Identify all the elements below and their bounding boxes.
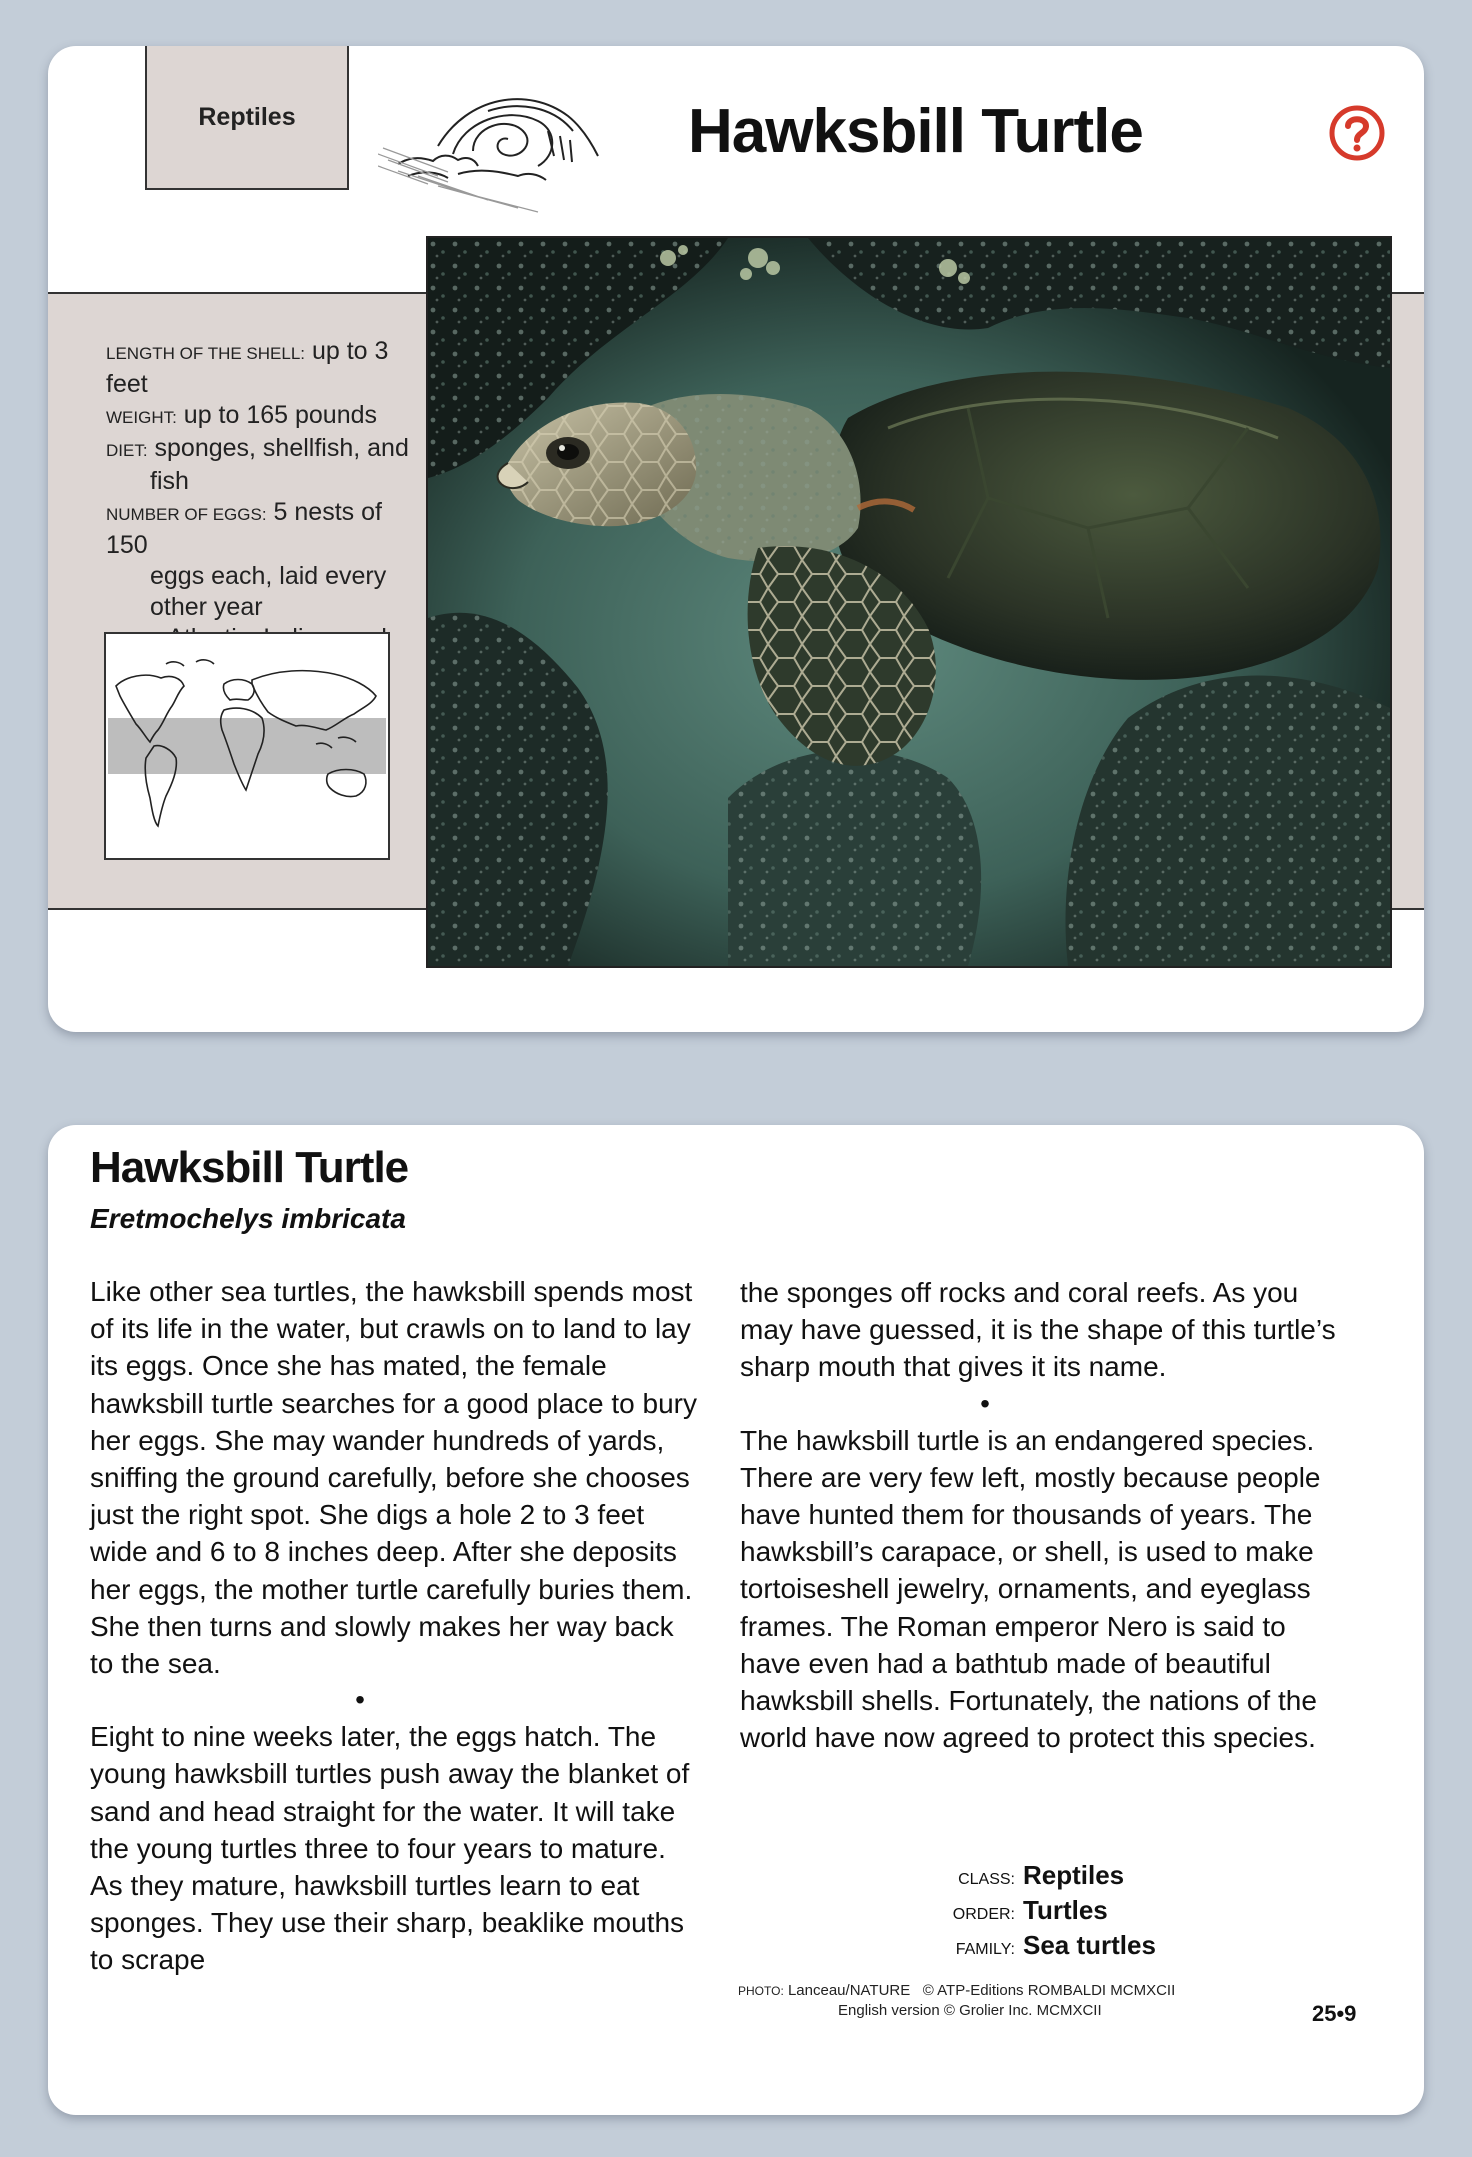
wave-logo-icon	[378, 76, 648, 226]
fact-diet-cont: fish	[150, 467, 189, 495]
fact-diet: DIET: sponges, shellfish, and	[106, 434, 409, 462]
paragraph: The hawksbill turtle is an endangered species. There are very few left, mostly because people have hunted them for thousands of years. The hawksbill’s carapace, or shell, is used to make tortoiseshell jewelry, ornaments, and eyeglass frames. The Roman emperor Nero is said to have even had a bathtub made of beautiful hawksbill shells. Fortunately, the nations of the world have now agreed to protect this species.	[740, 1424, 1321, 1754]
fact-shell-length: LENGTH OF THE SHELL: up to 3 feet	[106, 337, 389, 398]
card-number: 25•9	[1312, 2001, 1357, 2026]
fact-eggs-cont-2: other year	[150, 593, 263, 621]
hawksbill-turtle-photo	[426, 236, 1392, 968]
classification	[943, 1860, 1156, 1965]
text-column-right	[740, 1274, 1350, 1756]
paragraph: the sponges off rocks and coral reefs. As you may have guessed, it is the shape of this turtle’s sharp mouth that gives it its name.	[740, 1277, 1336, 1383]
question-icon[interactable]	[1328, 104, 1386, 162]
category-box	[145, 46, 349, 190]
credit-line-2: English version © Grolier Inc. MCMXCII	[838, 2002, 1102, 2019]
family-row: FAMILY: Sea turtles	[955, 1930, 1156, 1960]
fact-eggs: NUMBER OF EGGS: 5 nests of 150	[106, 498, 382, 559]
card-back	[48, 1125, 1424, 2115]
paragraph-separator: •	[355, 1684, 365, 1716]
scientific-name: Eretmochelys imbricata	[90, 1203, 406, 1234]
credit-line-1: Lanceau/NATURE © ATP-Editions ROMBALDI MCMXCII	[787, 1982, 1176, 1999]
fact-weight: WEIGHT: up to 165 pounds	[106, 401, 378, 429]
paragraph: Like other sea turtles, the hawksbill spends most of its life in the water, but crawls on to land to lay its eggs. Once she has mated, the female hawksbill turtle searches for a good place to bury her eggs. She may wander hundreds of yards, sniffing the ground carefully, before she chooses just the right spot. She digs a hole 2 to 3 feet wide and 6 to 8 inches deep. After she deposits her eggs, the mother turtle carefully buries them. She then turns and slowly makes her way back to the sea.	[90, 1276, 697, 1680]
turtle-photo-illustration	[428, 238, 1390, 966]
photo-credits	[738, 1981, 1175, 2020]
paragraph-separator: •	[980, 1387, 990, 1419]
order-row: ORDER: Turtles	[952, 1895, 1108, 1925]
world-map-icon	[106, 634, 388, 858]
credit-label: PHOTO:	[738, 1984, 784, 1998]
front-title: Hawksbill Turtle	[688, 97, 1143, 166]
fact-eggs-cont-1: eggs each, laid every	[150, 562, 387, 590]
range-map	[104, 632, 390, 860]
card-front	[48, 46, 1424, 1032]
back-title: Hawksbill Turtle	[90, 1143, 409, 1192]
category-label: Reptiles	[198, 102, 296, 131]
paragraph: Eight to nine weeks later, the eggs hatch. The young hawksbill turtles push away the blanket of sand and head straight for the water. It will take the young turtles three to four years to mature. As they mature, hawksbill turtles learn to eat sponges. They use their sharp, beaklike mouths to scrape	[90, 1721, 690, 1976]
text-column-left	[90, 1273, 700, 1979]
class-row: CLASS: Reptiles	[958, 1860, 1125, 1890]
